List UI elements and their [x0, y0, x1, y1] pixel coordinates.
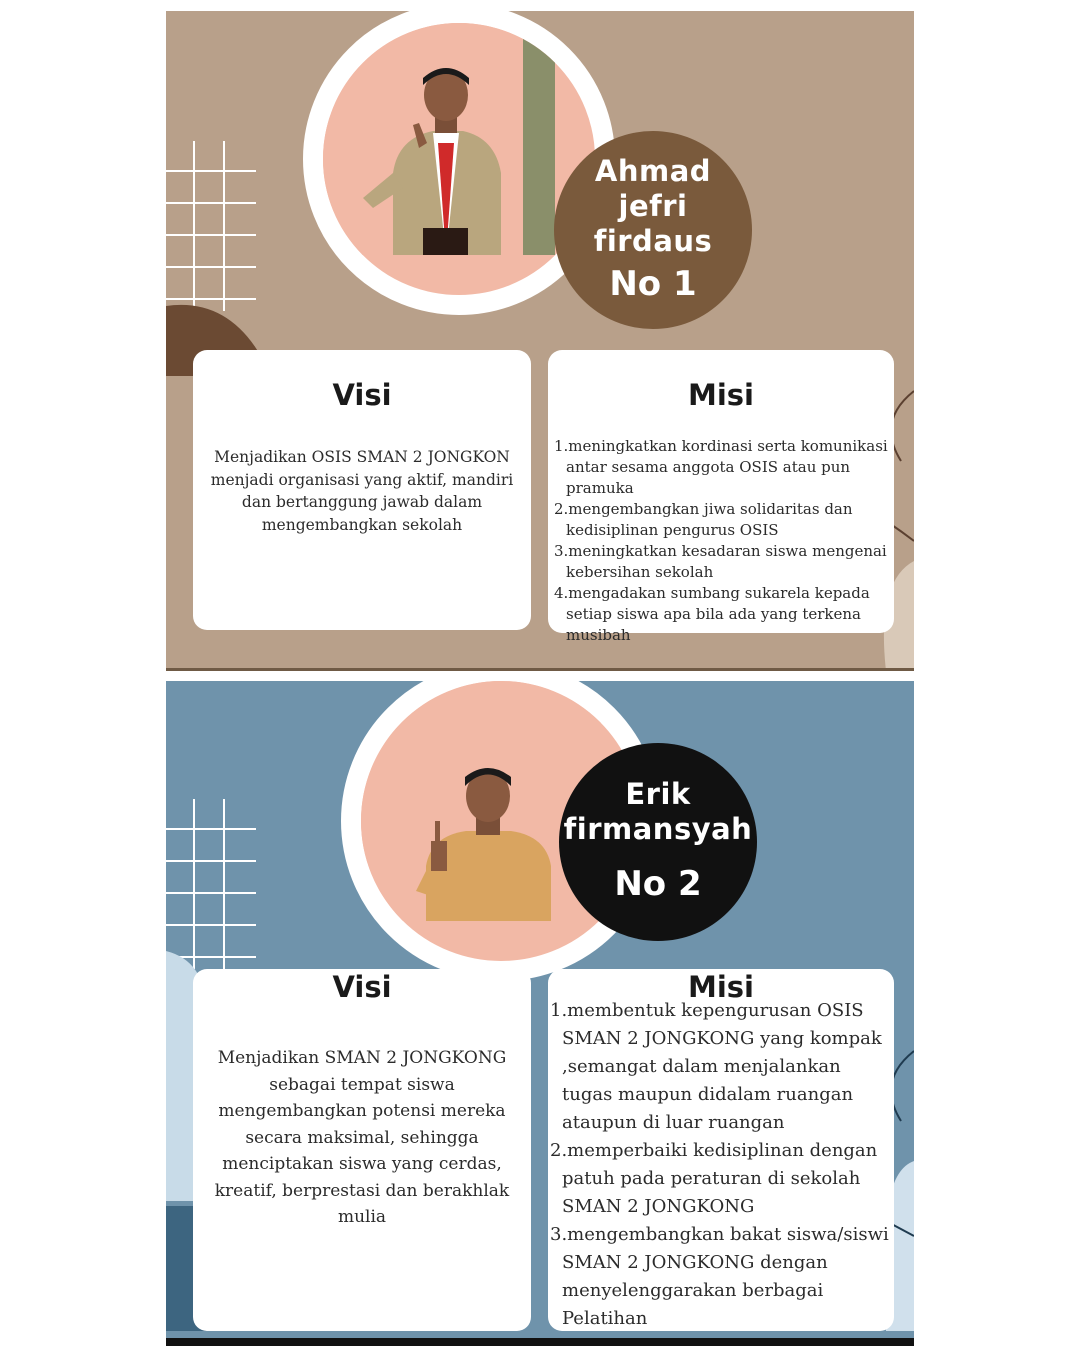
misi-title: Misi — [687, 378, 754, 412]
misi-title: Misi — [687, 970, 754, 1004]
misi-item: 3.mengembangkan bakat siswa/siswi SMAN 2 JONGKONG dengan menyelenggarakan berbagai Pelatihan — [550, 1224, 889, 1329]
misi-item: 4.mengadakan sumbang sukarela kepada setiap siswa apa bila ada yang terkena musibah — [554, 584, 870, 644]
misi-item: 2.mengembangkan jiwa solidaritas dan kedisiplinan pengurus OSIS — [554, 500, 853, 539]
visi-card — [193, 350, 531, 630]
candidate-number: No 1 — [609, 263, 697, 304]
person-scout-uniform-illustration — [323, 23, 555, 255]
misi-list — [550, 997, 894, 1333]
candidate-card-1 — [166, 11, 914, 671]
misi-list — [554, 436, 894, 646]
visi-title: Visi — [332, 970, 392, 1004]
visi-card — [193, 969, 531, 1331]
visi-title: Visi — [332, 378, 392, 412]
misi-card — [548, 350, 894, 644]
misi-item: 1.membentuk kepengurusan OSIS SMAN 2 JONGKONG yang kompak ,semangat dalam menjalankan tugas maupun didalam ruangan ataupun di luar ruangan — [550, 1000, 882, 1133]
person-school-uniform-illustration — [361, 681, 601, 921]
candidate-number: No 2 — [614, 864, 702, 904]
candidate-name-first: Ahmad — [594, 153, 712, 188]
candidate-name-badge — [554, 131, 752, 329]
candidate-name-last: firdaus — [593, 223, 713, 258]
grid-decoration — [166, 799, 256, 969]
grid-decoration — [166, 141, 256, 311]
candidate-name-badge — [559, 743, 757, 941]
visi-text: Menjadikan OSIS SMAN 2 JONGKON menjadi organisasi yang aktif, mandiri dan bertanggung jawab dalam mengembangkan sekolah — [210, 448, 514, 534]
misi-item: 1.meningkatkan kordinasi serta komunikasi antar sesama anggota OSIS atau pun pramuka — [554, 437, 888, 497]
misi-card — [548, 969, 894, 1331]
visi-text: Menjadikan SMAN 2 JONGKONG sebagai tempat siswa mengembangkan potensi mereka secara maksimal, sehingga menciptakan siswa yang cerdas, kreatif, berprestasi dan berakhlak mulia — [214, 1048, 510, 1227]
misi-item: 2.memperbaiki kedisiplinan dengan patuh pada peraturan di sekolah SMAN 2 JONGKONG — [550, 1140, 878, 1217]
candidate-name-first: Erik — [625, 777, 691, 811]
candidate-name-middle: jefri — [618, 188, 688, 223]
candidate-name-last: firmansyah — [563, 812, 753, 846]
misi-item: 3.meningkatkan kesadaran siswa mengenai kebersihan sekolah — [554, 542, 887, 581]
candidate-card-2 — [166, 681, 914, 1346]
